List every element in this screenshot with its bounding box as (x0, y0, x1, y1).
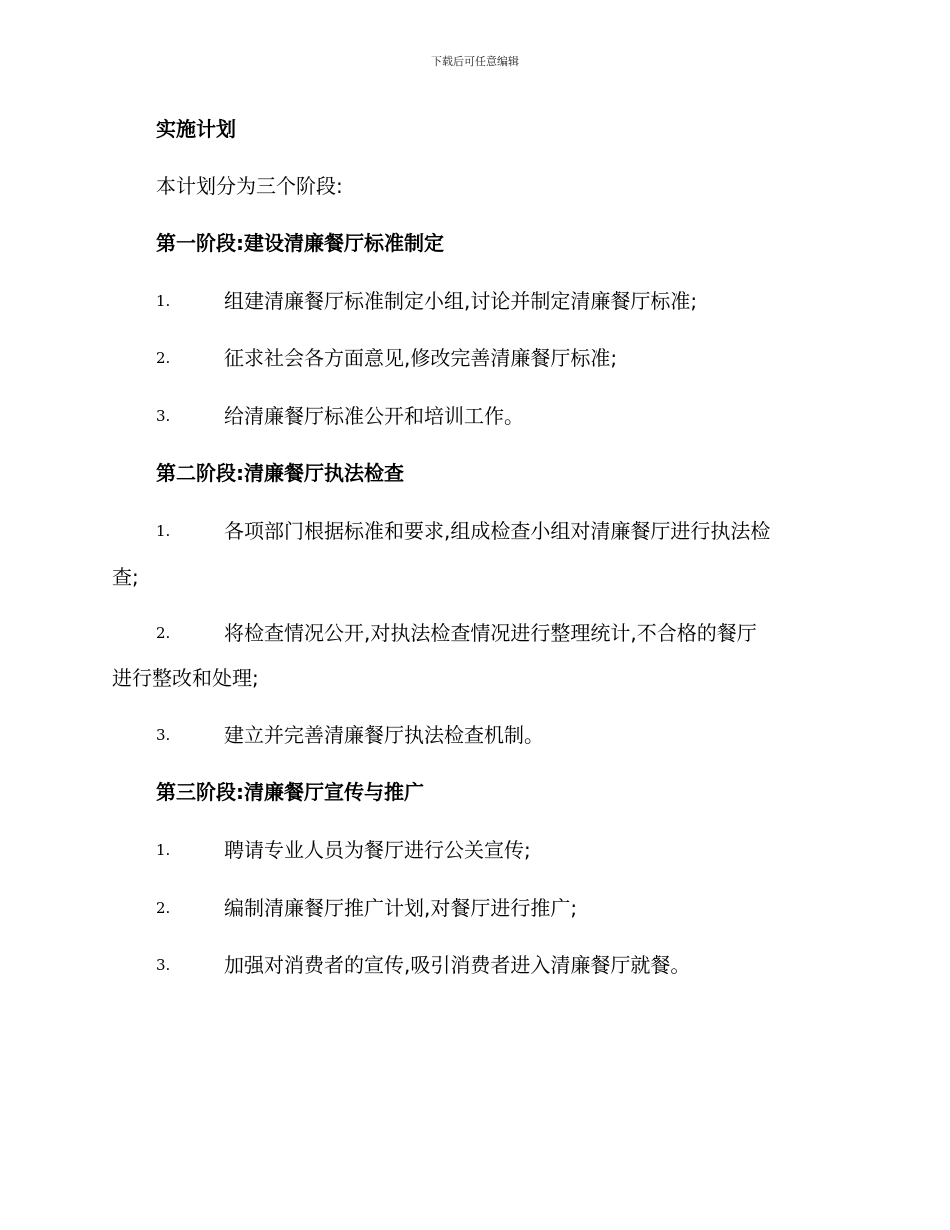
list-item-text: 加强对消费者的宣传,吸引消费者进入清廉餐厅就餐。 (224, 953, 691, 977)
list-item-continuation: 查; (112, 565, 139, 589)
list-item-number: 3. (156, 726, 171, 744)
list-item-text: 建立并完善清廉餐厅执法检查机制。 (224, 723, 544, 747)
list-item-number: 1. (156, 841, 171, 859)
list-item-text: 将检查情况公开,对执法检查情况进行整理统计,不合格的餐厅 (224, 621, 757, 645)
list-item-continuation: 进行整改和处理; (112, 666, 259, 690)
list-item-text: 编制清廉餐厅推广计划,对餐厅进行推广; (224, 896, 578, 920)
list-item-text: 征求社会各方面意见,修改完善清廉餐厅标准; (224, 346, 618, 370)
list-item-number: 1. (156, 522, 171, 540)
list-item-text: 各项部门根据标准和要求,组成检查小组对清廉餐厅进行执法检 (224, 519, 771, 543)
list-item-text: 组建清廉餐厅标准制定小组,讨论并制定清廉餐厅标准; (224, 289, 698, 313)
intro-paragraph: 本计划分为三个阶段: (156, 174, 343, 198)
phase-3-heading: 第三阶段:清廉餐厅宣传与推广 (156, 780, 424, 804)
page-header: 下载后可任意编辑 (431, 55, 519, 68)
phase-1-heading: 第一阶段:建设清廉餐厅标准制定 (156, 231, 444, 255)
list-item-number: 2. (156, 899, 171, 917)
list-item-number: 3. (156, 407, 171, 425)
list-item-number: 1. (156, 292, 171, 310)
list-item-number: 2. (156, 349, 171, 367)
document-title: 实施计划 (156, 117, 236, 141)
list-item-text: 给清廉餐厅标准公开和培训工作。 (224, 404, 524, 428)
list-item-number: 3. (156, 956, 171, 974)
list-item-text: 聘请专业人员为餐厅进行公关宣传; (224, 838, 531, 862)
phase-2-heading: 第二阶段:清廉餐厅执法检查 (156, 461, 404, 485)
list-item-number: 2. (156, 624, 171, 642)
